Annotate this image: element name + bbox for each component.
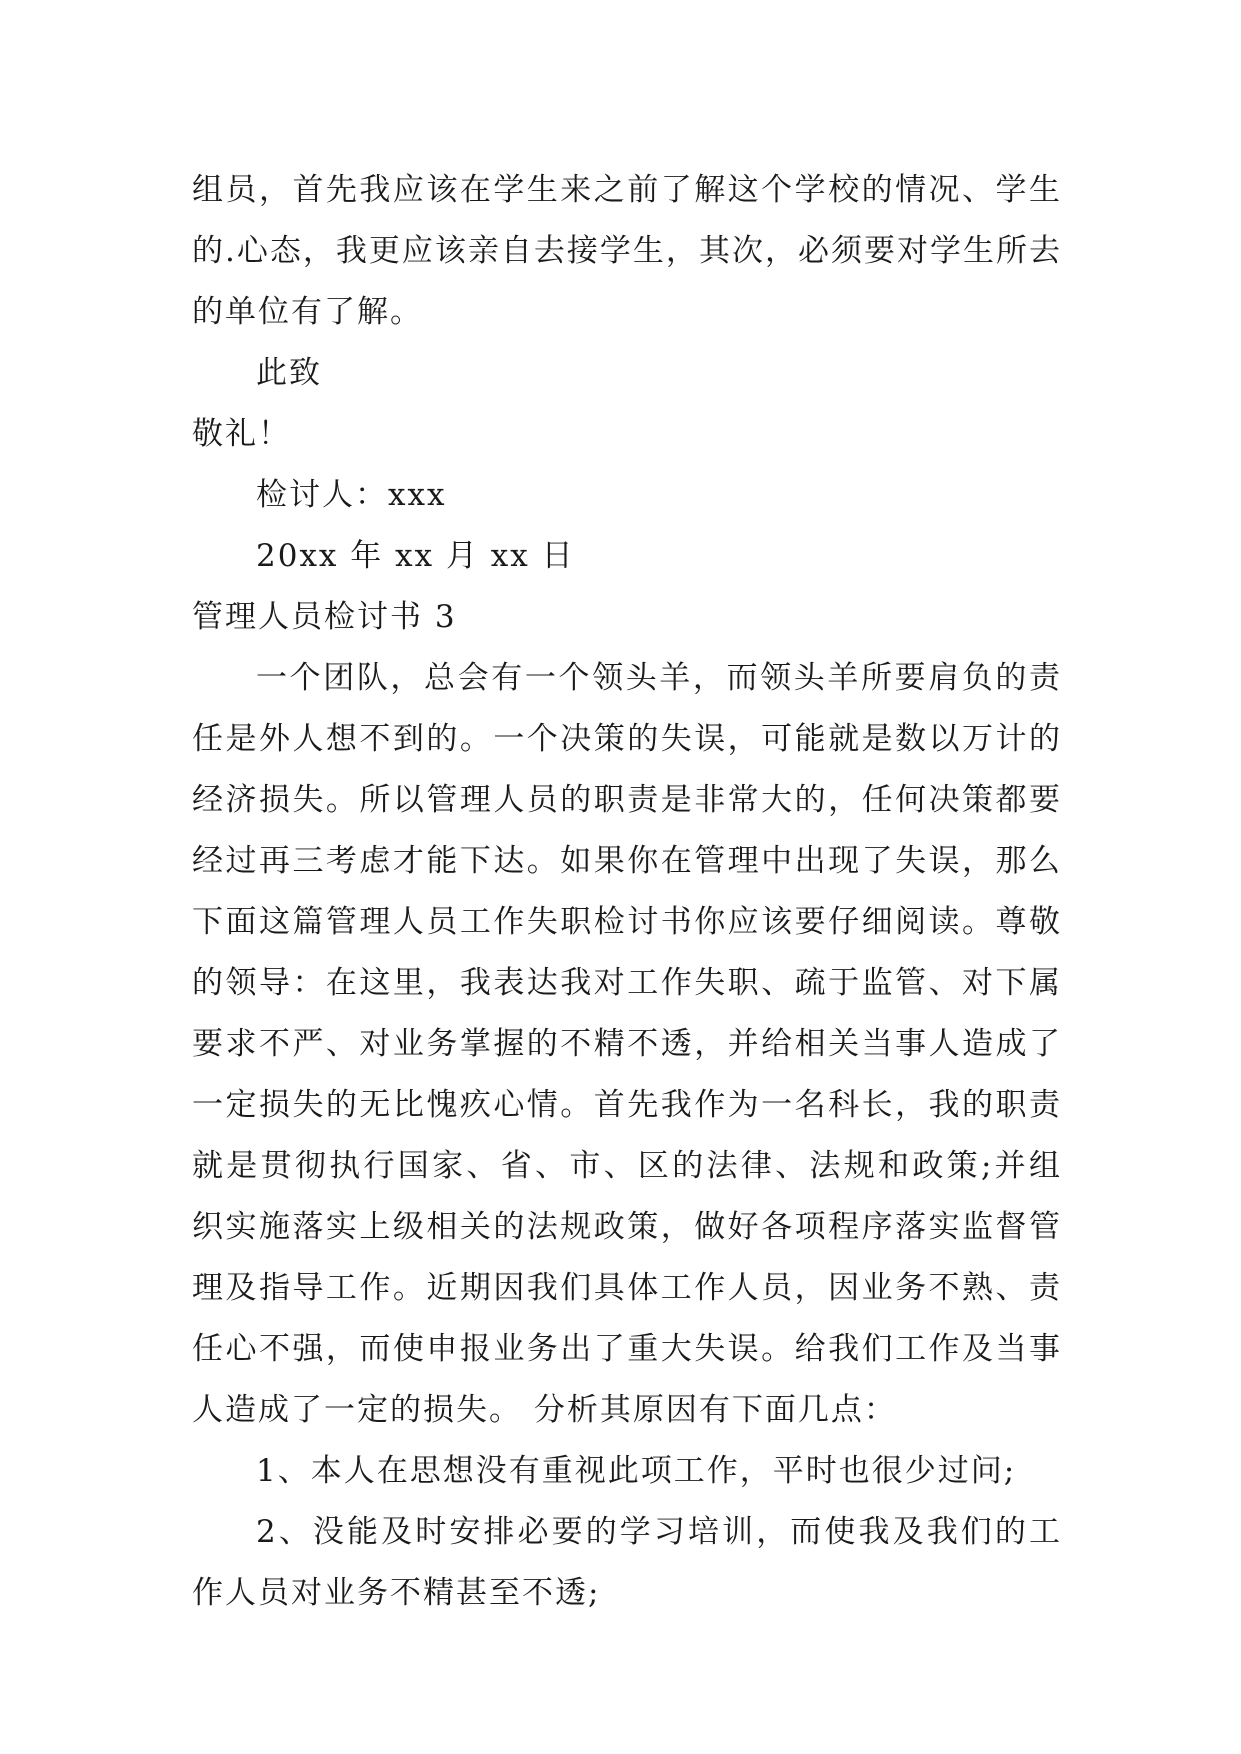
list-item-1: 1、本人在思想没有重视此项工作，平时也很少过问; xyxy=(256,1453,1017,1489)
closing-jingli: 敬礼！ xyxy=(192,416,291,452)
list-item-2: 2、没能及时安排必要的学习培训，而使我及我们的工作人员对业务不精甚至不透; xyxy=(192,1514,1062,1611)
signature-date: 20xx 年 xx 月 xx 日 xyxy=(256,538,575,574)
continued-paragraph: 组员，首先我应该在学生来之前了解这个学校的情况、学生的.心态，我更应该亲自去接学生，其次，必须要对学生所去的单位有了解。 xyxy=(192,172,1062,330)
body-paragraph: 一个团队，总会有一个领头羊，而领头羊所要肩负的责任是外人想不到的。一个决策的失误，可能就是数以万计的经济损失。所以管理人员的职责是非常大的，任何决策都要经过再三考虑才能下达。如果你在管理中出现了失误，那么下面这篇管理人员工作失职检讨书你应该要仔细阅读。尊敬的领导：在这里，我表达我对工作失职、疏于监管、对下属要求不严、对业务掌握的不精不透，并给相关当事人造成了一定损失的无比愧疚心情。首先我作为一名科长，我的职责就是贯彻执行国家、省、市、区的法律、法规和政策;并组织实施落实上级相关的法规政策，做好各项程序落实监督管理及指导工作。近期因我们具体工作人员，因业务不熟、责任心不强，而使申报业务出了重大失误。给我们工作及当事人造成了一定的损失。 分析其原因有下面几点： xyxy=(192,660,1062,1428)
signature-author: 检讨人：xxx xyxy=(256,477,447,513)
document-body xyxy=(192,160,1062,1624)
section-heading: 管理人员检讨书 3 xyxy=(192,599,457,635)
closing-cizhi: 此致 xyxy=(256,355,322,391)
